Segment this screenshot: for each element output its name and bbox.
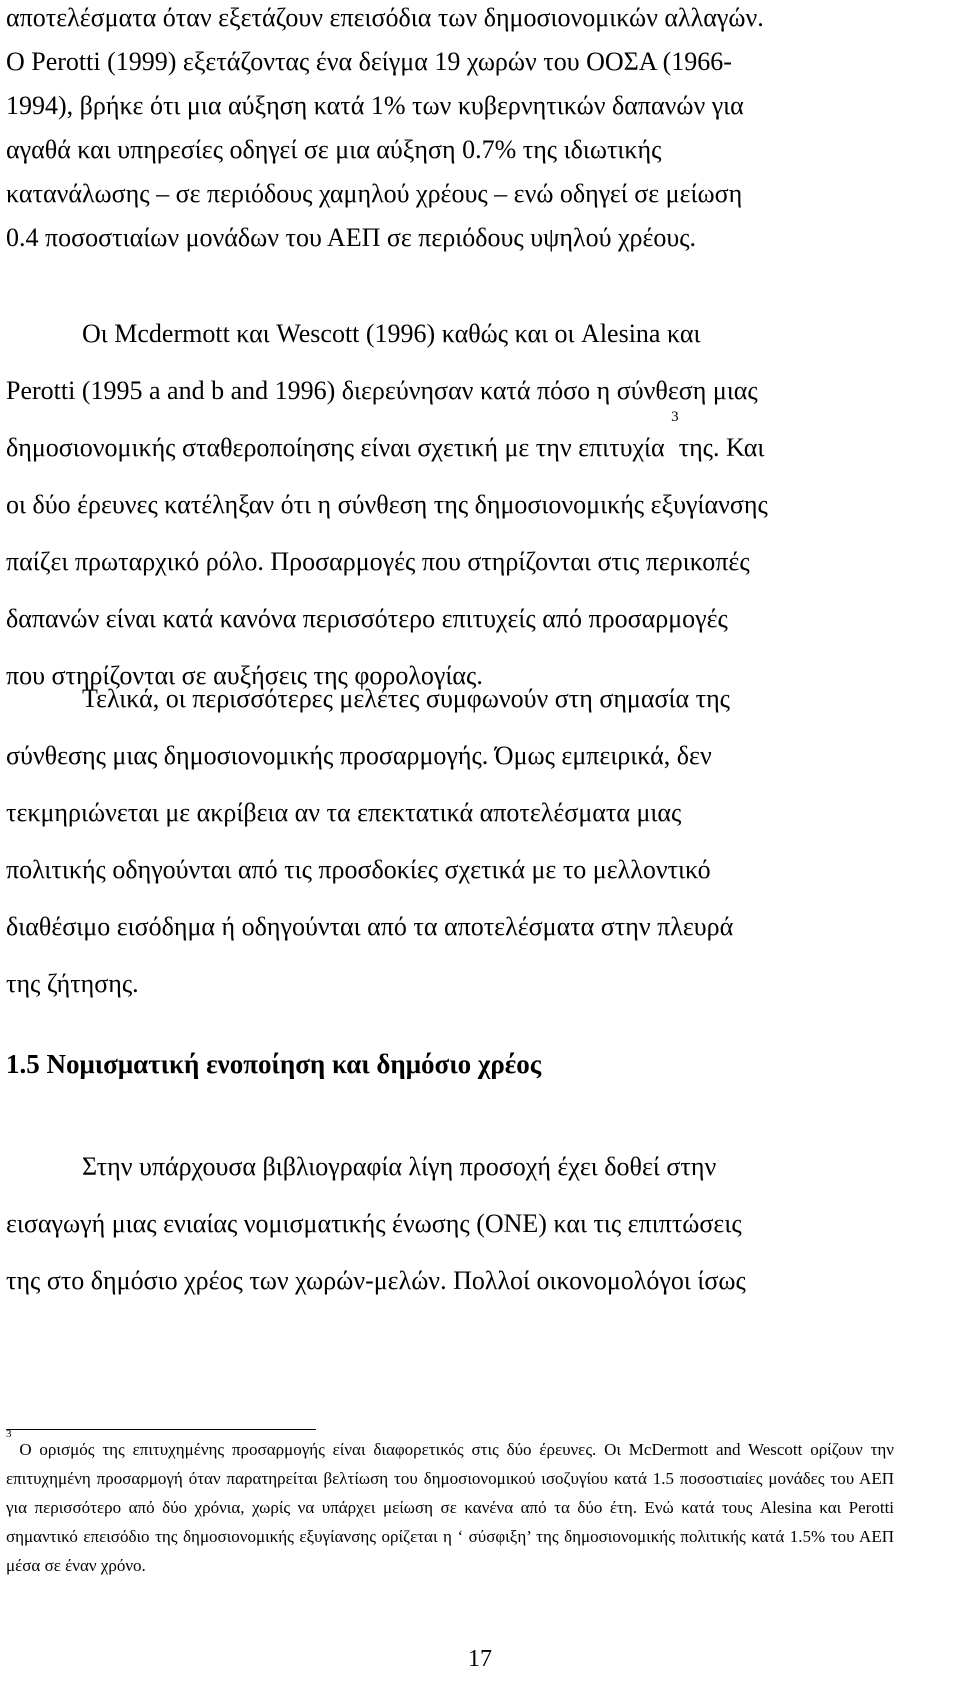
footnote-line xyxy=(6,1428,741,1459)
text-line: που στηρίζονται σε αυξήσεις της φορολογίας. xyxy=(6,661,483,690)
footnote-separator xyxy=(6,1429,316,1430)
footnote-line: δημοσιονομικής εξυγίανσης ορίζεται η ‘ σύσφιξη’ της δημοσιονομικής πολιτικής κατά 1.5% του ΑΕΠ xyxy=(183,1527,894,1546)
text-line: δαπανών είναι κατά κανόνα περισσότερο επιτυχείς από προσαρμογές xyxy=(6,604,728,633)
text-line: Τελικά, οι περισσότερες μελέτες συμφωνούν στη σημασία της xyxy=(82,684,730,713)
text-line: της ζήτησης. xyxy=(6,969,139,998)
text-line: Στην υπάρχουσα βιβλιογραφία λίγη προσοχή έχει δοθεί στην xyxy=(82,1152,717,1181)
text-line: 0.4 ποσοστιαίων μονάδων του ΑΕΠ σε περιόδους υψηλού χρέους. xyxy=(6,223,697,252)
text-line xyxy=(6,409,894,476)
text-line: σύνθεσης μιας δημοσιονομικής προσαρμογής. Όμως εμπειρικά, δεν xyxy=(6,741,712,770)
text-line: 1994), βρήκε ότι μια αύξηση κατά 1% των κυβερνητικών δαπανών για xyxy=(6,91,744,120)
footnote-line: ισοζυγίου κατά 1.5 ποσοστιαίες μονάδες του ΑΕΠ για περισσότερο από δύο χρόνια, χωρίς να υπάρχει xyxy=(6,1469,894,1517)
page-number: 17 xyxy=(468,1646,492,1672)
text-fragment: Ο ορισμός της επιτυχημένης προσαρμογής είναι διαφορετικός στις δύο έρευνες. Οι McDermott and xyxy=(11,1440,741,1459)
paragraph-perotti-findings xyxy=(6,0,894,260)
footnote-line: Wescott ορίζουν την επιτυχημένη προσαρμογή όταν παρατηρείται βελτίωση του δημοσιονομικού xyxy=(6,1440,894,1488)
text-fragment: της. Και xyxy=(678,433,765,462)
text-line: Οι Mcdermott και Wescott (1996) καθώς και οι Alesina και xyxy=(82,319,701,348)
text-line: τεκμηριώνεται με ακρίβεια αν τα επεκτατικά αποτελέσματα μιας xyxy=(6,798,682,827)
paragraph-composition-studies xyxy=(6,305,894,704)
text-line: εισαγωγή μιας ενιαίας νομισματικής ένωσης (ΟΝΕ) και τις επιπτώσεις xyxy=(6,1209,742,1238)
paragraph-conclusions xyxy=(6,670,894,1012)
text-line: αποτελέσματα όταν εξετάζουν επεισόδια των δημοσιονομικών αλλαγών. xyxy=(6,3,764,32)
text-line: αγαθά και υπηρεσίες οδηγεί σε μια αύξηση 0.7% της ιδιωτικής xyxy=(6,135,662,164)
section-heading: 1.5 Νομισματική ενοποίηση και δημόσιο χρέος xyxy=(6,1049,542,1079)
text-line: κατανάλωσης – σε περιόδους χαμηλού χρέους – ενώ οδηγεί σε μείωση xyxy=(6,179,743,208)
paragraph-monetary-union xyxy=(6,1138,894,1309)
footnote-line: μέσα σε έναν χρόνο. xyxy=(6,1556,146,1575)
text-line: Perotti (1995 a and b and 1996) διερεύνησαν κατά πόσο η σύνθεση μιας xyxy=(6,376,758,405)
text-line: πολιτικής οδηγούνται από τις προσδοκίες σχετικά με το μελλοντικό xyxy=(6,855,711,884)
text-line: της στο δημόσιο χρέος των χωρών-μελών. Πολλοί οικονομολόγοι ίσως xyxy=(6,1266,746,1295)
footnote-marker: 3 xyxy=(6,1428,12,1440)
text-fragment: δημοσιονομικής σταθεροποίησης είναι σχετική με την επιτυχία xyxy=(6,433,672,462)
text-line: παίζει πρωταρχικό ρόλο. Προσαρμογές που στηρίζονται στις περικοπές xyxy=(6,547,750,576)
footnote xyxy=(6,1428,895,1580)
footnote-line: μείωση σε κανένα από τα δύο έτη. Ενώ κατά τους Alesina και Perotti σημαντικό επεισόδιο της xyxy=(6,1498,895,1546)
text-line: οι δύο έρευνες κατέληξαν ότι η σύνθεση της δημοσιονομικής εξυγίανσης xyxy=(6,490,768,519)
text-line: Ο Perotti (1999) εξετάζοντας ένα δείγμα 19 χωρών του ΟΟΣΑ (1966- xyxy=(6,47,732,76)
text-line: διαθέσιμο εισόδημα ή οδηγούνται από τα αποτελέσματα στην πλευρά xyxy=(6,912,734,941)
footnote-reference: 3 xyxy=(671,409,679,425)
